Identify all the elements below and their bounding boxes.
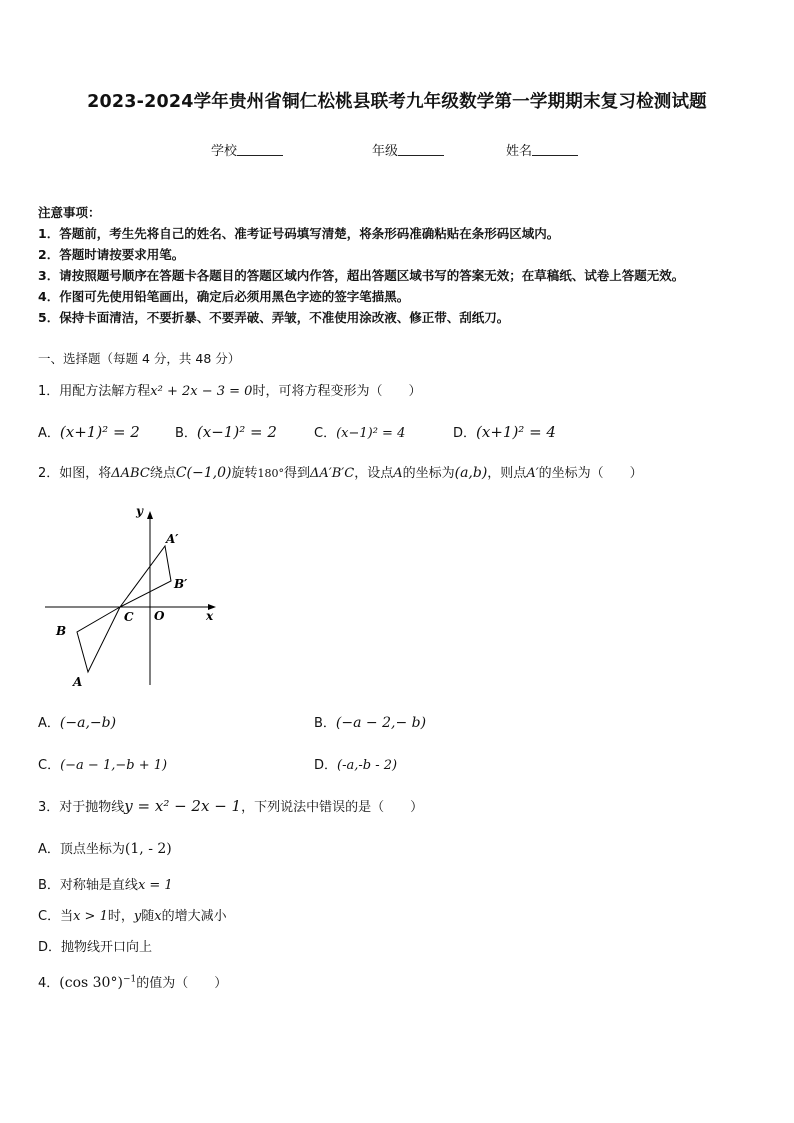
grade-field: [372, 140, 444, 159]
school-blank: [237, 143, 283, 156]
q3-option-a: A．顶点坐标为(1, - 2): [38, 841, 172, 857]
q3-option-d: D．抛物线开口向上: [38, 940, 153, 955]
q1-option-b: B．(x−1)² = 2: [175, 423, 277, 441]
question-1: [38, 380, 421, 399]
question-4: 4．(cos 30°)$^{-1}$的值为（ ）: [38, 974, 228, 991]
label-o: O: [154, 609, 165, 623]
q3-option-b: B．对称轴是直线x = 1: [38, 878, 173, 893]
question-2: 2．如图，将ΔABC绕点C(−1,0)旋转180°得到ΔA′B′C，设点A的坐标为(a,b)，则点A′的坐标为（ ）: [38, 465, 643, 481]
q1-equation: x² + 2x − 3 = 0: [150, 384, 253, 399]
q1-suffix: 时，可将方程变形为（ ）: [252, 384, 422, 399]
triangle-abc: [77, 607, 120, 672]
q2-option-a: A．(−a,−b): [38, 715, 117, 731]
q1-option-a: A．(x+1)² = 2: [38, 423, 140, 441]
label-a-prime: A′: [166, 532, 179, 546]
q1-option-d: D．(x+1)² = 4: [453, 423, 556, 441]
note-item: 2．答题时请按要求用笔。: [38, 247, 185, 262]
page-title: 2023-2024学年贵州省铜仁松桃县联考九年级数学第一学期期末复习检测试题: [87, 92, 707, 112]
label-b-prime: B′: [174, 577, 188, 591]
section-heading: 一、选择题（每题 4 分，共 48 分）: [38, 351, 241, 366]
grade-label: 年级: [372, 144, 399, 159]
label-c: C: [124, 610, 134, 624]
label-a: A: [73, 675, 83, 689]
school-field: [211, 140, 283, 159]
label-x: x: [206, 609, 214, 623]
q3-option-c: C．当x > 1时，y随x的增大减小: [38, 909, 227, 924]
q1-prefix: 1．用配方法解方程: [38, 384, 151, 399]
note-item: 1．答题前，考生先将自己的姓名、准考证号码填写清楚，将条形码准确粘贴在条形码区域内。: [38, 226, 560, 241]
grade-blank: [398, 143, 444, 156]
notes-heading: 注意事项：: [38, 205, 101, 220]
name-blank: [532, 143, 578, 156]
note-item: 5．保持卡面清洁，不要折暴、不要弄破、弄皱，不准使用涂改液、修正带、刮纸刀。: [38, 310, 510, 325]
y-axis-arrow: [147, 511, 153, 519]
question-3: 3．对于抛物线y = x² − 2x − 1，下列说法中错误的是（ ）: [38, 797, 424, 815]
q2-option-c: C．(−a − 1,−b + 1): [38, 758, 168, 773]
note-item: 4．作图可先使用铅笔画出，确定后必须用黑色字迹的签字笔描黑。: [38, 289, 410, 304]
label-b: B: [56, 624, 67, 638]
name-field: [506, 140, 578, 159]
q2-option-d: D．(-a,-b - 2): [314, 758, 398, 773]
q1-option-c: C．(x−1)² = 4: [314, 426, 406, 441]
school-label: 学校: [211, 144, 238, 159]
name-label: 姓名: [506, 144, 533, 159]
coordinate-figure: [40, 500, 225, 695]
note-item: 3．请按照题号顺序在答题卡各题目的答题区域内作答，超出答题区域书写的答案无效；在草稿纸、试卷上答题无效。: [38, 268, 685, 283]
q2-option-b: B．(−a − 2,− b): [314, 715, 427, 731]
triangle-a-prime-b-prime-c: [120, 546, 171, 607]
label-y: y: [136, 504, 143, 518]
